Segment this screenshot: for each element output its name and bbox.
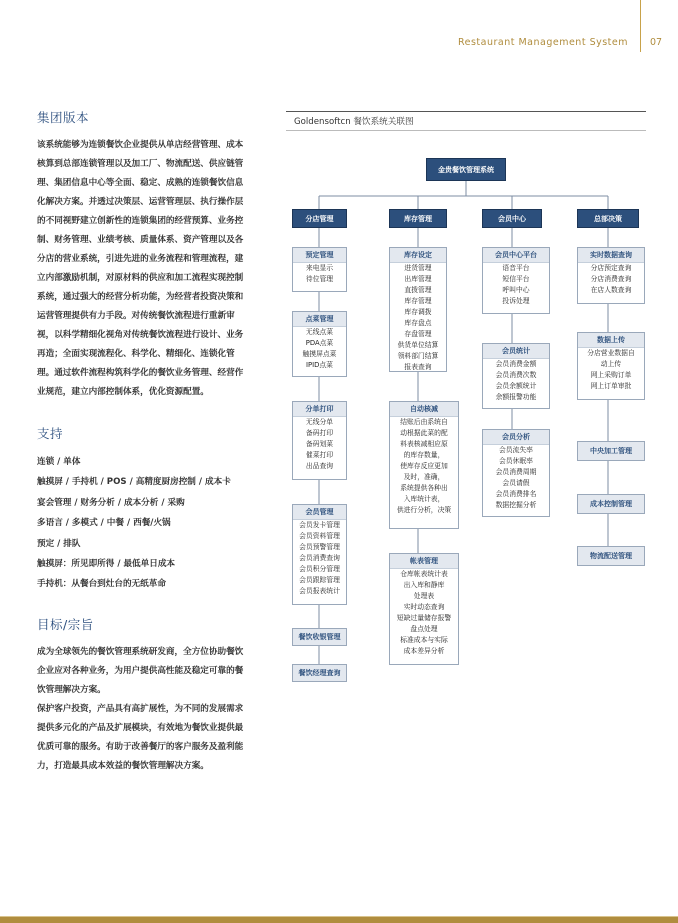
box-item: 会员报表统计 <box>299 587 340 595</box>
footer-bar <box>0 917 678 923</box>
box-item: 出库管理 <box>404 275 432 283</box>
box-item: 无线分单 <box>305 418 334 426</box>
box-item: 会员请假 <box>502 479 530 487</box>
box-item: 的库存数量， <box>403 451 445 459</box>
support-item: 宴会管理 / 财务分析 / 成本分析 / 采购 <box>37 497 185 508</box>
box-title: 数据上传 <box>578 333 644 348</box>
box-item: 呼叫中心 <box>502 286 530 294</box>
manager-query-box: 餐饮经理查询 <box>292 664 347 682</box>
box-item: 进货管理 <box>404 264 432 272</box>
member-analysis-box <box>482 429 550 517</box>
category-inventory: 库存管理 <box>389 209 447 228</box>
box-item: 短缺过量储存报警 <box>396 614 452 622</box>
box-item: 分店营业数据自 <box>587 349 635 357</box>
box-title: 会员统计 <box>483 344 549 359</box>
box-title: 分单打印 <box>293 402 346 417</box>
box-item: 料表核减相应原 <box>400 440 448 448</box>
box-item: 会员流失率 <box>499 446 533 454</box>
box-item: 结账后由系统自 <box>400 418 448 426</box>
group-edition-body: 该系统能够为连锁餐饮企业提供从单店经营管理、成本核算到总部连锁管理以及加工厂、物流配送、供应链管理、集团信息中心等全面、稳定、成熟的连锁餐饮信息化解决方案。并透过决策层、运营管理层、执行操作层的不同视野建立创新性的连锁集团的经营预算、业务控制、财务管理、业绩考核、质量体系、资产管理以及各分店的营业系统，引进先进的业务流程和管理流程，建立内部激励机制，对原材料的供应和加工流程实现控制系统，通过强大的经营分析功能，为经营者投资决策和运营管理提供有力手段。对传统餐饮流程进行重新审视，以科学精细化视角对传统餐饮流程进行设计、业务再造；全面实现流程化、科学化、精细化、连锁化管理。通过软件流程构筑科学化的餐饮业务管理、经营作业规范，建立内部控制体系，优化资源配置。 <box>37 140 244 397</box>
box-item: 供进行分析，决策 <box>396 506 452 514</box>
box-item: 动上传 <box>600 360 622 368</box>
box-item: 动根据此菜的配 <box>400 429 448 437</box>
box-item: 库存管理 <box>404 297 432 305</box>
box-item: 使库存反应更加 <box>400 462 448 470</box>
box-item: 会员消费排名 <box>495 490 537 498</box>
cashier-box: 餐饮收银管理 <box>292 628 347 646</box>
box-item: 直拨管理 <box>404 286 432 294</box>
diagram-root: 金贵餐饮管理系统 <box>426 158 506 181</box>
support-item: 触摸屏 / 手持机 / POS / 高精度厨房控制 / 成本卡 <box>37 477 231 488</box>
box-item: 出入库和静库 <box>403 581 445 589</box>
goal-paragraph-1: 成为全球领先的餐饮管理系统研发商，全方位协助餐饮企业应对各种业务，为用户提供高性能及稳定可靠的餐饮管理解决方案。 <box>37 646 244 695</box>
box-item: 会员资料管理 <box>299 532 340 540</box>
box-item: 短信平台 <box>502 275 530 283</box>
box-item: 会员消费金额 <box>495 360 537 368</box>
goal-paragraph-2: 保护客户投资，产品具有高扩展性，为不同的发展需求提供多元化的产品及扩展模块，有效地为餐饮业提供最优质可靠的服务。有助于改善餐厅的客户服务及盈利能力，打造最具成本效益的餐饮管理解决方案。 <box>37 703 244 771</box>
print-box <box>292 401 347 480</box>
central-processing-box: 中央加工管理 <box>577 441 645 461</box>
support-item: 连锁 / 单体 <box>37 457 81 467</box>
box-item: 无线点菜 <box>305 328 334 336</box>
box-item: 领料部门结算 <box>397 352 439 360</box>
category-branch: 分店管理 <box>292 209 347 228</box>
box-item: 分店预定查询 <box>590 264 632 272</box>
box-item: 处理表 <box>413 592 435 600</box>
diagram-title: Goldensoftcn 餐饮系统关联图 <box>294 117 414 127</box>
box-item: 语音平台 <box>502 264 530 272</box>
reserve-box <box>292 247 347 292</box>
box-item: 会员余额统计 <box>495 382 537 390</box>
support-item: 多语言 / 多模式 / 中餐 / 西餐/火锅 <box>37 518 171 529</box>
page-number: 07 <box>650 37 663 48</box>
box-item: 会员休眠率 <box>499 457 533 465</box>
cost-control-box: 成本控制管理 <box>577 494 645 514</box>
box-item: 数据挖掘分析 <box>495 501 537 509</box>
box-item: 会员发卡管理 <box>299 521 340 529</box>
box-item: 系统提供各种出 <box>400 484 448 492</box>
box-title: 会员中心平台 <box>483 248 549 263</box>
box-item: 备码打印 <box>305 429 334 437</box>
box-item: 库存盘点 <box>404 319 432 327</box>
support-item: 预定 / 排队 <box>37 538 81 549</box>
box-title: 自动核减 <box>390 402 458 417</box>
box-item: 在店人数查询 <box>590 286 632 294</box>
member-mgmt-box <box>292 504 347 605</box>
box-item: 会员消费周期 <box>495 468 537 476</box>
box-item: 存盘管理 <box>404 330 432 338</box>
box-item: 触摸屏点菜 <box>302 350 337 358</box>
box-item: 网上订单审批 <box>590 382 632 390</box>
box-title: 预定管理 <box>293 248 346 263</box>
header-title: Restaurant Management System <box>457 37 628 48</box>
category-member-center: 会员中心 <box>482 209 542 228</box>
box-item: 入库统计表， <box>403 495 445 503</box>
box-item: 网上采购订单 <box>590 371 632 379</box>
box-item: 标准成本与实际 <box>400 636 448 644</box>
box-title: 帐表管理 <box>390 554 458 569</box>
box-item: IPID点菜 <box>306 361 333 369</box>
box-item: 出品查询 <box>305 462 334 470</box>
box-item: 余额报警功能 <box>495 393 537 401</box>
box-title: 库存设定 <box>390 248 446 263</box>
box-item: 库存调拨 <box>404 308 432 316</box>
box-item: 报表查询 <box>404 363 432 371</box>
box-item: 会员跟踪管理 <box>299 576 340 584</box>
auto-deduct-box <box>389 401 459 529</box>
box-item: 会员消费查询 <box>299 554 340 562</box>
box-item: 会员预警管理 <box>299 543 340 551</box>
order-box <box>292 311 347 377</box>
box-item: 会员消费次数 <box>495 371 537 379</box>
box-item: 成本差异分析 <box>403 647 445 655</box>
box-item: 及时，准确， <box>403 473 445 481</box>
box-item: 实时动态查询 <box>403 603 445 611</box>
box-item: 供货单位结算 <box>397 341 439 349</box>
goal-heading: 目标/宗旨 <box>37 616 94 632</box>
reports-box <box>389 553 459 665</box>
box-item: 投诉处理 <box>502 297 530 305</box>
category-hq-decision: 总部决策 <box>577 209 639 228</box>
member-platform-box <box>482 247 550 314</box>
box-item: 仓库帐表统计表 <box>400 570 448 578</box>
box-title: 点菜管理 <box>293 312 346 327</box>
support-item: 触摸屏：所见即所得 / 最低单日成本 <box>37 559 176 570</box>
box-item: PDA点菜 <box>305 339 334 347</box>
box-title: 会员管理 <box>293 505 346 520</box>
support-item: 手持机：从餐台到灶台的无纸革命 <box>37 579 166 590</box>
stock-settings-box <box>389 247 447 372</box>
box-item: 会员积分管理 <box>299 565 340 573</box>
box-title: 会员分析 <box>483 430 549 445</box>
box-title: 实时数据查询 <box>578 248 644 263</box>
group-edition-heading: 集团版本 <box>37 110 90 125</box>
box-item: 备码划菜 <box>305 440 334 448</box>
box-item: 分店消费查询 <box>590 275 632 283</box>
member-stats-box <box>482 343 550 409</box>
box-item: 催菜打印 <box>305 451 334 459</box>
data-upload-box <box>577 332 645 400</box>
box-item: 来电显示 <box>305 264 334 272</box>
box-item: 盘点处理 <box>410 625 438 633</box>
logistics-box: 物流配送管理 <box>577 546 645 566</box>
realtime-query-box <box>577 247 645 304</box>
box-item: 待位管理 <box>305 275 334 283</box>
support-heading: 支持 <box>37 426 64 441</box>
